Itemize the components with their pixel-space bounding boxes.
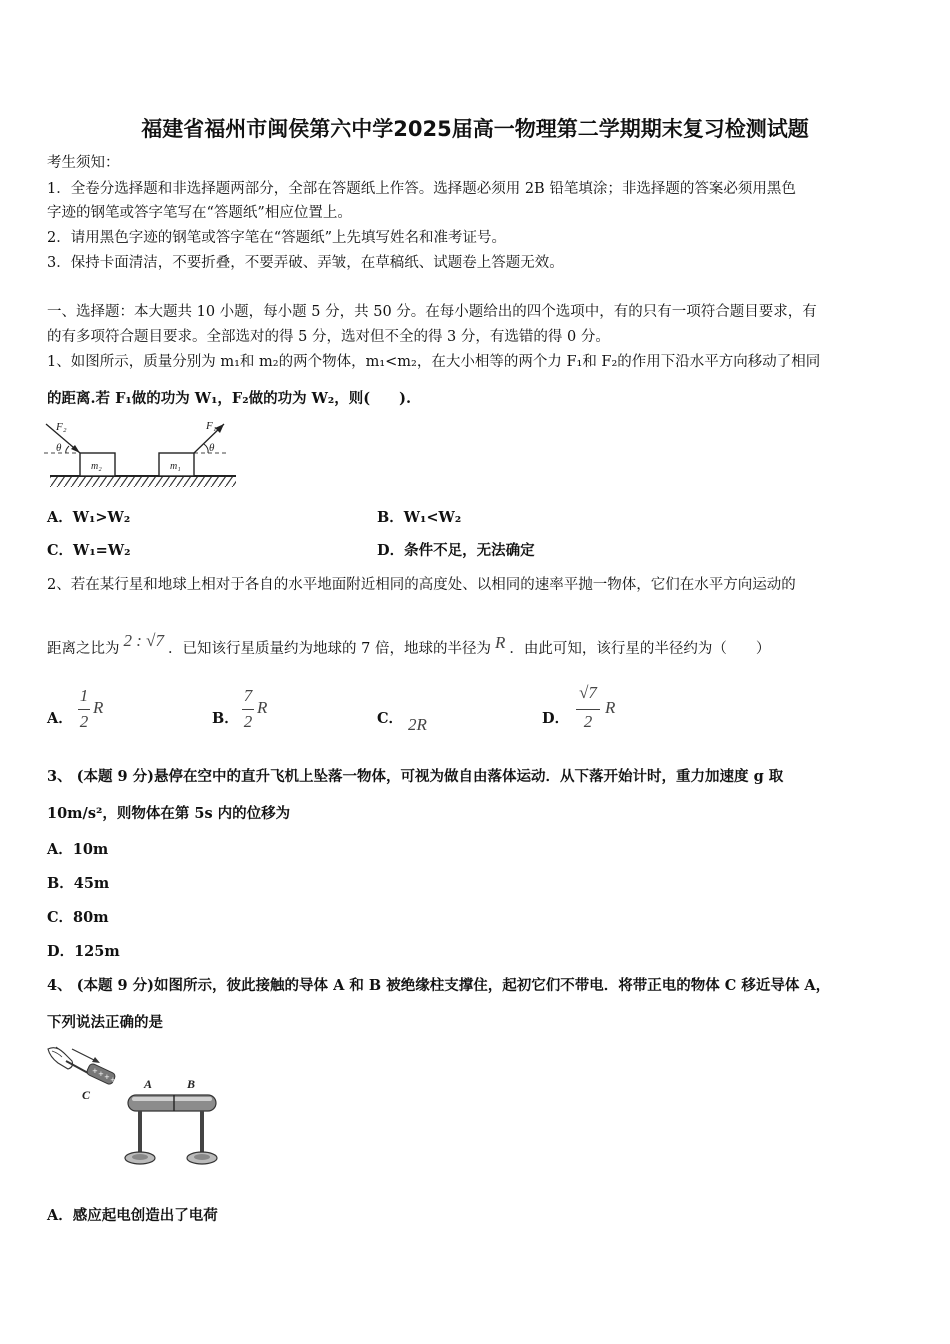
label-a: A — [144, 1077, 153, 1091]
q2-option-d-label: D． — [542, 710, 570, 727]
q2-radius-symbol: R — [494, 633, 506, 652]
q1-option-c: C．W₁=W₂ — [47, 542, 131, 559]
q2-ratio: 2 : √7 — [123, 631, 164, 650]
q2-stem-post: ．由此可知，该行星的半径约为（ ） — [509, 641, 771, 657]
hand-icon — [48, 1048, 73, 1069]
q2-stem-line-2 — [47, 631, 771, 659]
q2-option-c-value: 2R — [408, 715, 427, 734]
q3-option-c: C．80m — [47, 909, 109, 926]
label-theta-left: θ — [56, 442, 62, 454]
svg-text:+: + — [92, 1067, 98, 1075]
q1-figure — [44, 416, 240, 492]
svg-text:+: + — [110, 1076, 116, 1084]
q4-figure — [44, 1043, 234, 1173]
section-intro-line-1: 一、选择题：本大题共 10 小题，每小题 5 分，共 50 分。在每小题给出的四个选项中，有的只有一项符合题目要求，有 — [47, 304, 817, 320]
support-post-a — [138, 1111, 142, 1153]
fraction-variable: R — [257, 698, 268, 717]
label-m2: m₂ — [91, 461, 102, 472]
notice-line-1a: 1．全卷分选择题和非选择题两部分，全部在答题纸上作答。选择题必须用 2B 铅笔填涂；非选择题的答案必须用黑色 — [47, 181, 796, 197]
label-m1: m₁ — [170, 461, 181, 472]
q4-option-a: A．感应起电创造出了电荷 — [47, 1207, 218, 1224]
label-f1: F₁ — [206, 420, 217, 432]
q1-option-a: A．W₁>W₂ — [47, 509, 131, 526]
notice-line-1b: 字迹的钢笔或答字笔写在“答题纸”相应位置上。 — [47, 205, 352, 221]
q2-option-b-value — [238, 686, 278, 738]
q1-option-b: B．W₁<W₂ — [377, 509, 462, 526]
q4-stem-line-1: 4、 (本题 9 分)如图所示，彼此接触的导体 A 和 B 被绝缘柱支撑住，起初它们不带电．将带正电的物体 C 移近导体 A， — [47, 977, 831, 994]
q1-stem-line-2: 的距离.若 F₁做的功为 W₁，F₂做的功为 W₂，则( ). — [47, 390, 412, 407]
page-title: 福建省福州市闽侯第六中学2025届高一物理第二学期期末复习检测试题 — [141, 117, 809, 141]
q3-stem-line-1: 3、 (本题 9 分)悬停在空中的直升飞机上坠落一物体，可视为做自由落体运动．从下落开始计时，重力加速度 g 取 — [47, 768, 784, 785]
q2-option-b-label: B． — [212, 710, 239, 727]
ground-hatch — [50, 477, 236, 487]
notice-line-2: 2．请用黑色字迹的钢笔或答字笔在“答题纸”上先填写姓名和准考证号。 — [47, 230, 507, 246]
q1-option-d: D．条件不足，无法确定 — [377, 542, 535, 559]
q4-stem-line-2: 下列说法正确的是 — [47, 1014, 163, 1031]
q3-option-b: B．45m — [47, 875, 110, 892]
label-f2: F₂ — [56, 421, 67, 433]
conductor-highlight — [132, 1097, 212, 1101]
q2-stem-mid: ．已知该行星质量约为地球的 7 倍，地球的半径为 — [168, 641, 491, 657]
q3-option-a: A．10m — [47, 841, 109, 858]
support-post-b — [200, 1111, 204, 1153]
fraction-bar — [78, 709, 90, 710]
fraction-variable: R — [605, 698, 616, 717]
label-c: C — [82, 1088, 91, 1102]
q2-option-a-value — [74, 686, 114, 738]
q2-option-d-value — [574, 683, 624, 738]
q2-option-a-label: A． — [47, 710, 73, 727]
fraction-variable: R — [93, 698, 104, 717]
q2-stem-line-1: 2、若在某行星和地球上相对于各自的水平地面附近相同的高度处、以相同的速率平抛一物体，它们在水平方向运动的 — [47, 577, 796, 593]
svg-text:+: + — [98, 1070, 104, 1078]
label-b: B — [187, 1077, 196, 1091]
q3-option-d: D．125m — [47, 943, 120, 960]
q1-stem-line-1: 1、如图所示，质量分别为 m₁和 m₂的两个物体，m₁<m₂，在大小相等的两个力 F₁和 F₂的作用下沿水平方向移动了相同 — [47, 354, 821, 370]
angle-arc-right — [204, 444, 208, 453]
label-theta-right: θ — [209, 442, 215, 454]
base-a-inner — [132, 1154, 148, 1160]
q2-stem-pre: 距离之比为 — [47, 641, 120, 657]
notice-line-3: 3．保持卡面清洁，不要折叠，不要弄破、弄皱，在草稿纸、试题卷上答题无效。 — [47, 255, 564, 271]
angle-arc-left — [66, 446, 69, 453]
fraction-denominator: 2 — [79, 712, 89, 731]
fraction-denominator: 2 — [583, 712, 593, 731]
q3-stem-line-2: 10m/s²，则物体在第 5s 内的位移为 — [47, 805, 291, 822]
section-intro-line-2: 的有多项符合题目要求。全部选对的得 5 分，选对但不全的得 3 分，有选错的得 0 分。 — [47, 329, 610, 345]
fraction-numerator: √7 — [579, 683, 597, 702]
fraction-denominator: 2 — [243, 712, 253, 731]
fraction-numerator: 7 — [243, 686, 253, 705]
svg-text:+: + — [104, 1073, 110, 1081]
q2-option-c-label: C． — [377, 710, 404, 727]
fraction-numerator: 1 — [79, 686, 89, 705]
fraction-bar — [576, 709, 600, 710]
notice-heading: 考生须知： — [47, 155, 120, 171]
base-b-inner — [194, 1154, 210, 1160]
fraction-bar — [242, 709, 254, 710]
